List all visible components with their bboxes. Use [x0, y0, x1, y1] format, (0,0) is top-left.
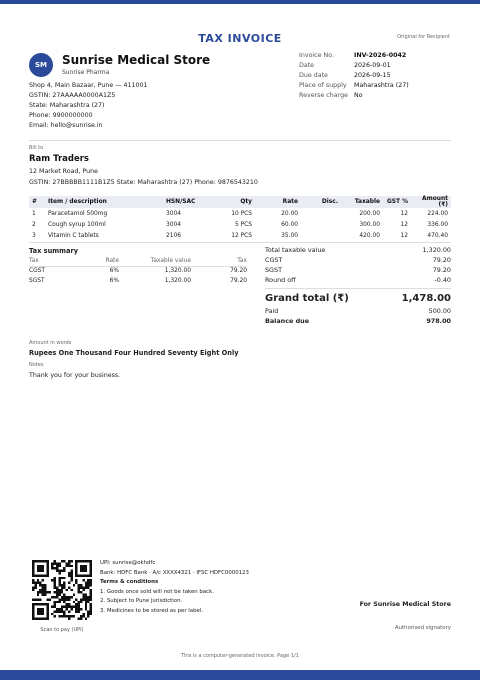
total-label: Round off	[265, 276, 296, 284]
total-label: CGST	[265, 256, 283, 264]
notes-text: Thank you for your business.	[29, 372, 121, 379]
cell: 336.00	[427, 221, 448, 228]
bottom-accent-band	[0, 670, 480, 680]
totals-block	[265, 245, 451, 326]
upi-qr-code-icon	[32, 560, 92, 620]
meta-label: Date	[299, 62, 315, 69]
items-header-row	[29, 196, 451, 208]
cell: 5 PCS	[234, 221, 252, 228]
total-value: 79.20	[432, 256, 451, 264]
company-address: Shop 4, Main Bazaar, Pune — 411001	[29, 82, 148, 89]
terms-title: Terms & conditions	[100, 579, 159, 585]
divider	[29, 140, 451, 141]
total-label: SGST	[265, 266, 282, 274]
notes-label: Notes	[29, 362, 44, 368]
col-header: Amount (₹)	[411, 196, 451, 208]
meta-value: INV-2026-0042	[354, 52, 407, 59]
cell: 2	[32, 221, 36, 228]
meta-label: Due date	[299, 72, 328, 79]
meta-label: Invoice No.	[299, 52, 334, 59]
cell: CGST	[29, 268, 46, 275]
meta-due-date	[299, 71, 409, 81]
cell: 6%	[109, 268, 119, 275]
table-row	[29, 266, 247, 276]
total-label: Paid	[265, 307, 279, 315]
cell	[301, 219, 341, 230]
tax-header-row	[29, 257, 247, 266]
meta-place-of-supply	[299, 81, 409, 91]
invoice-meta	[299, 51, 409, 101]
meta-value: No	[354, 92, 363, 99]
cell: 2106	[166, 232, 181, 239]
col-header: Rate	[89, 257, 119, 266]
bank-details: Bank: HDFC Bank · A/c XXXX4321 · IFSC HDFC0000123	[100, 569, 249, 576]
term-item: 2. Subject to Pune jurisdiction.	[100, 598, 183, 604]
col-header: Disc.	[301, 196, 341, 208]
table-row	[29, 208, 451, 219]
meta-date	[299, 61, 409, 71]
cell: 3004	[166, 221, 181, 228]
company-email: Email: hello@sunrise.in	[29, 122, 103, 129]
tax-summary-table	[29, 257, 247, 286]
payment-and-terms	[100, 559, 249, 616]
meta-reverse-charge	[299, 91, 409, 101]
company-subname: Sunrise Pharma	[62, 69, 110, 76]
cell: 35.00	[281, 232, 298, 239]
total-value: -0.40	[434, 276, 451, 284]
cell: 3	[32, 232, 36, 239]
page-footer: This is a computer-generated invoice. Page 1/1	[181, 653, 299, 659]
tax-summary-title: Tax summary	[29, 247, 79, 255]
cell: 6%	[109, 278, 119, 284]
total-sgst-row	[265, 265, 451, 275]
signature-for-label: For Sunrise Medical Store	[359, 601, 451, 608]
total-taxable-row	[265, 245, 451, 255]
term-item: 3. Medicines to be stored as per label.	[100, 607, 204, 614]
total-value: 1,320.00	[422, 246, 451, 254]
cell: 300.00	[359, 221, 380, 228]
bill-to-details	[29, 166, 258, 188]
table-row	[29, 219, 451, 230]
cell: Vitamin C tablets	[48, 232, 99, 239]
document-title: TAX INVOICE	[198, 32, 282, 45]
cell	[301, 208, 341, 219]
cell: 470.40	[427, 232, 448, 239]
paid-row	[265, 306, 451, 316]
cell: Paracetamol 500mg	[48, 210, 108, 217]
cell: Cough syrup 100ml	[48, 221, 106, 228]
meta-value: Maharashtra (27)	[354, 82, 409, 89]
col-header: GST %	[383, 196, 411, 208]
meta-value: 2026-09-15	[354, 72, 391, 79]
total-value: 79.20	[432, 266, 451, 274]
company-phone: Phone: 9900000000	[29, 112, 93, 119]
upi-id: UPI: sunrise@okhdfc	[100, 560, 156, 566]
col-header: Qty	[215, 196, 255, 208]
col-header: Tax	[191, 257, 247, 266]
company-name: Sunrise Medical Store	[62, 53, 211, 67]
top-accent-band	[0, 0, 480, 4]
company-gstin: GSTIN: 27AAAAA0000A1Z5	[29, 92, 116, 99]
cell: 20.00	[281, 210, 298, 217]
col-header: HSN/SAC	[163, 196, 215, 208]
col-header: Rate	[255, 196, 301, 208]
divider	[265, 288, 451, 289]
items-table	[29, 196, 451, 241]
cell: 3004	[166, 210, 181, 217]
meta-invoice-no	[299, 51, 409, 61]
cell: 10 PCS	[231, 210, 252, 217]
cell: 420.00	[359, 232, 380, 239]
total-value: 978.00	[426, 317, 451, 325]
company-state: State: Maharashtra (27)	[29, 102, 105, 109]
table-row	[29, 276, 247, 286]
cell: 12 PCS	[231, 232, 252, 239]
meta-label: Reverse charge	[299, 92, 348, 99]
divider	[29, 242, 451, 243]
term-item: 1. Goods once sold will not be taken back.	[100, 588, 214, 595]
company-details	[29, 81, 148, 131]
company-logo: SM	[29, 53, 53, 77]
cell: 79.20	[230, 278, 247, 284]
total-label: Balance due	[265, 317, 310, 325]
table-row	[29, 230, 451, 241]
cell: 12	[400, 221, 408, 228]
copy-label: Original for Recipient	[397, 34, 450, 40]
bill-to-address: 12 Market Road, Pune	[29, 168, 99, 175]
authorised-signatory: Authorised signatory	[394, 625, 451, 631]
cell: 60.00	[281, 221, 298, 228]
total-value: 500.00	[428, 307, 451, 315]
grand-total-label: Grand total (₹)	[265, 293, 349, 304]
grand-total-value: 1,478.00	[401, 293, 451, 304]
cell: 12	[400, 232, 408, 239]
col-header: #	[29, 196, 45, 208]
amount-in-words-label: Amount in words	[29, 340, 72, 346]
cell: 1	[32, 210, 36, 217]
cell: 1,320.00	[164, 278, 191, 284]
cell: 79.20	[230, 268, 247, 275]
cell: 200.00	[359, 210, 380, 217]
col-header: Taxable value	[119, 257, 191, 266]
bill-to-ids: GSTIN: 27BBBBB1111B1Z5 State: Maharashtra (27) Phone: 9876543210	[29, 179, 258, 186]
meta-label: Place of supply	[299, 82, 347, 89]
bill-to-name: Ram Traders	[29, 154, 89, 164]
cell	[301, 230, 341, 241]
qr-caption: Scan to pay (UPI)	[40, 627, 84, 633]
col-header: Tax	[29, 257, 89, 266]
meta-value: 2026-09-01	[354, 62, 391, 69]
grand-total-row	[265, 292, 451, 306]
col-header: Taxable	[341, 196, 383, 208]
total-label: Total taxable value	[265, 246, 326, 254]
balance-due-row	[265, 316, 451, 326]
bill-to-label: Bill to	[29, 145, 44, 151]
col-header: Item / description	[45, 196, 163, 208]
cell: 1,320.00	[164, 268, 191, 275]
cell: 224.00	[427, 210, 448, 217]
total-cgst-row	[265, 255, 451, 265]
cell: 12	[400, 210, 408, 217]
round-off-row	[265, 275, 451, 285]
amount-in-words: Rupees One Thousand Four Hundred Seventy Eight Only	[29, 349, 239, 357]
cell: SGST	[29, 278, 45, 284]
